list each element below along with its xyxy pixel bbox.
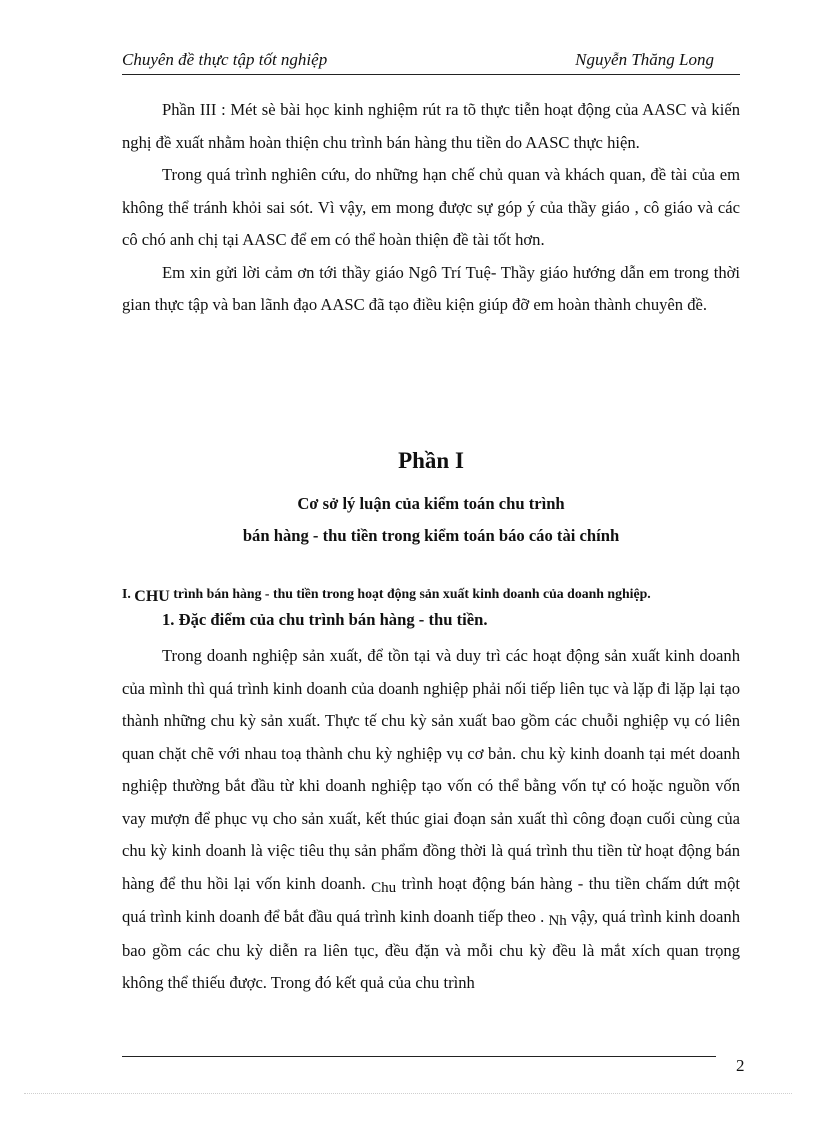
main-paragraph xyxy=(122,640,740,1000)
part-title: Phần I xyxy=(398,448,464,473)
page-bottom-divider xyxy=(24,1093,792,1094)
main-paragraph-part3: vậy, quá trình kinh doanh bao gồm các chu kỳ diễn ra liên tục, đều đặn và mỗi chu kỳ đều là mắt xích quan trọng không thể thiếu được. Trong đó kết quả của chu trình xyxy=(122,907,740,992)
part-subtitle-line2: bán hàng - thu tiền trong kiểm toán báo cáo tài chính xyxy=(242,526,620,545)
intro-paragraph: Em xin gửi lời cảm ơn tới thầy giáo Ngô Trí Tuệ- Thầy giáo hướng dẫn em trong thời gian thực tập và ban lãnh đạo AASC đã tạo điều kiện giúp đỡ em hoàn thành chuyên đề. xyxy=(122,262,740,314)
main-paragraph-part1: Trong doanh nghiệp sản xuất, để tồn tại và duy trì các hoạt động sản xuất kinh doanh của mình thì quá trình kinh doanh của doanh nghiệp phải nối tiếp liên tục và lặp đi lặp lại tạo thành những chu kỳ sản xuất. Thực tế chu kỳ sản xuất bao gồm các chuỗi nghiệp vụ có liên quan chặt chẽ với nhau toạ thành chu kỳ nghiệp vụ cơ bản. chu kỳ kinh doanh tại mét doanh nghiệp thường bắt đầu từ khi doanh nghiệp tạo vốn có thể bằng vốn tự có hoặc nguồn vốn vay mượn để phục vụ cho sản xuất, kết thúc giai đoạn sản xuất thì công đoạn cuối cùng của chu kỳ kinh doanh là việc tiêu thụ sản phẩm đồng thời là quá trình thu tiền từ hoạt động bán hàng để thu hồi lại vốn kinh doanh. xyxy=(122,646,740,893)
word-nh: Nh xyxy=(548,913,567,929)
header-topic: Chuyên đề thực tập tốt nghiệp xyxy=(122,50,328,69)
section-number: I. xyxy=(122,586,131,601)
page-header xyxy=(122,48,740,75)
subsection-heading: 1. Đặc điểm của chu trình bán hàng - thu tiền. xyxy=(162,610,488,629)
main-paragraph-part2: trình hoạt động bán hàng - thu tiền chấm dứt một quá trình kinh doanh để bắt đầu quá trình kinh doanh tiếp theo . xyxy=(122,873,740,926)
footer-rule xyxy=(122,1056,716,1057)
intro-paragraph: Trong quá trình nghiên cứu, do những hạn chế chủ quan và khách quan, đề tài của em không thể tránh khỏi sai sót. Vì vậy, em mong được sự góp ý của thầy giáo , cô giáo và các cô chó anh chị tại AASC để em có thể hoàn thiện đề tài tốt hơn. xyxy=(122,165,740,249)
main-text xyxy=(122,640,740,1000)
section-heading-chu: CHU xyxy=(134,588,170,605)
section-heading-text: trình bán hàng - thu tiền trong hoạt động sản xuất kinh doanh của doanh nghiệp. xyxy=(173,586,651,601)
page-number: 2 xyxy=(736,1056,745,1075)
intro-paragraph: Phần III : Mét sè bài học kinh nghiệm rút ra tõ thực tiễn hoạt động của AASC và kiến nghị đề xuất nhằm hoàn thiện chu trình bán hàng thu tiền do AASC thực hiện. xyxy=(122,100,740,152)
intro-text xyxy=(122,94,740,322)
word-chu: Chu xyxy=(371,879,397,896)
header-author: Nguyễn Thăng Long xyxy=(575,50,714,69)
part-subtitle-line1: Cơ sở lý luận của kiểm toán chu trình xyxy=(297,494,565,513)
section-heading xyxy=(122,585,762,603)
